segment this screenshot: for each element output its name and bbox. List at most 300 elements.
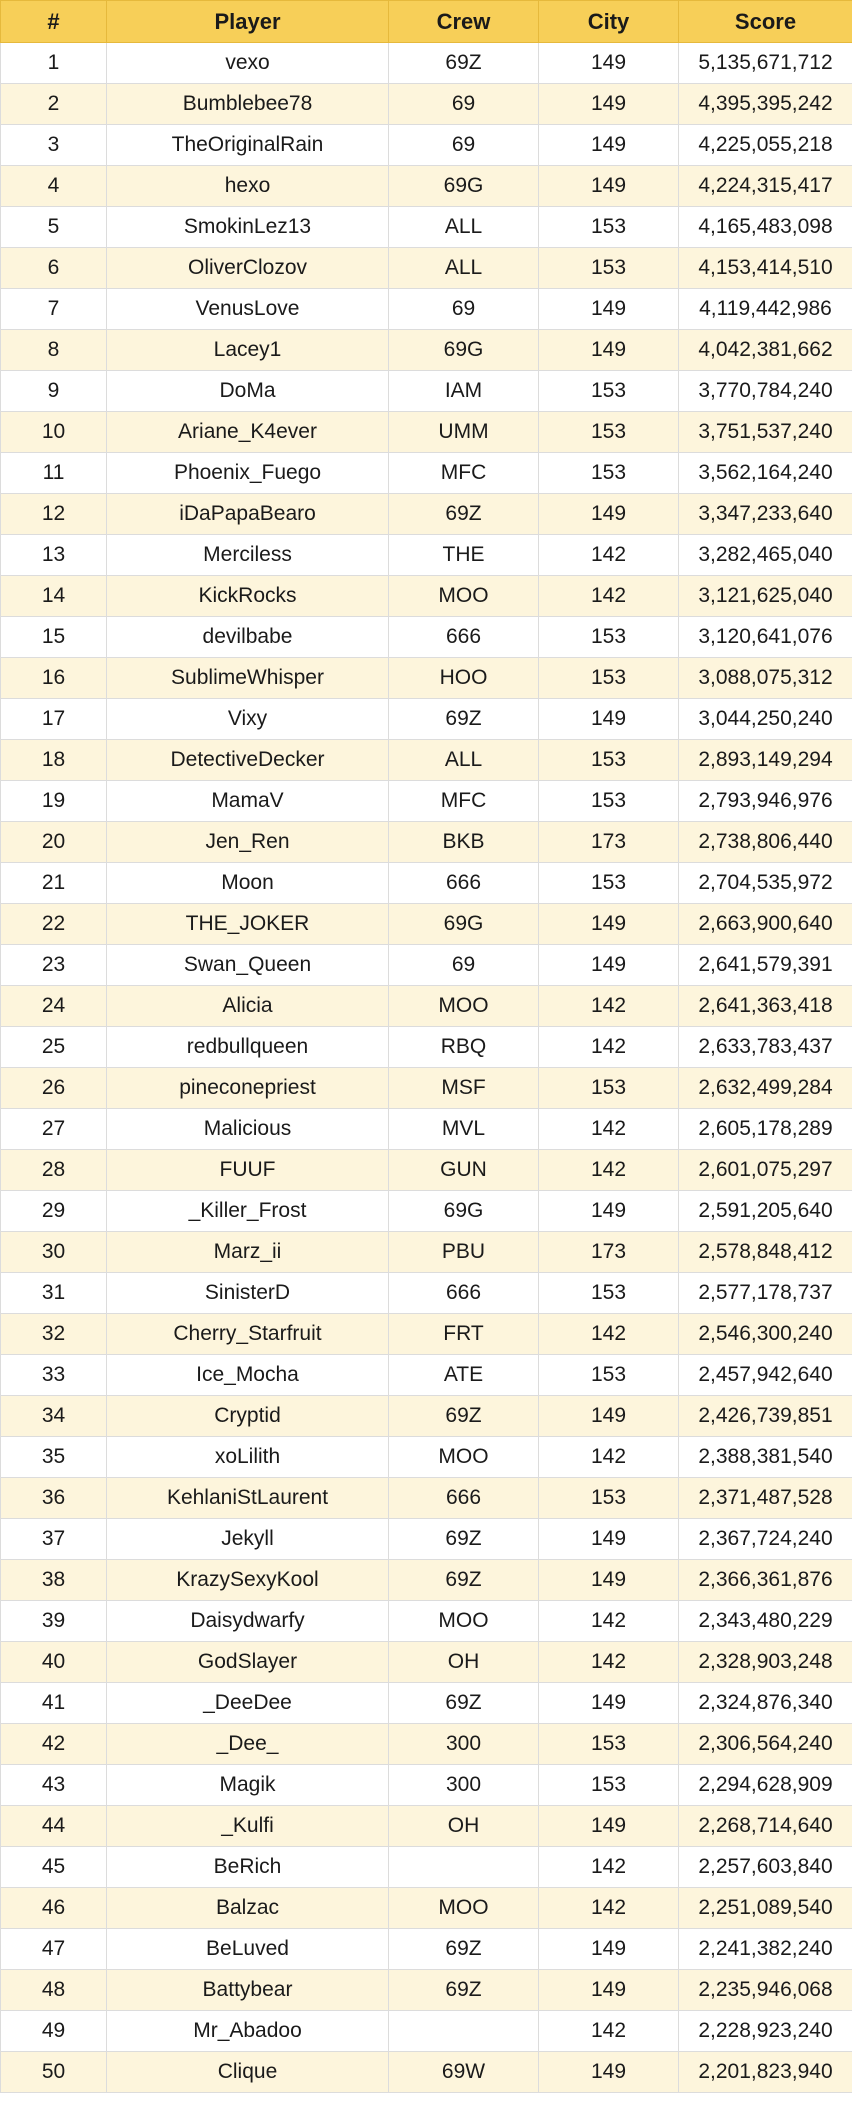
cell-player: TheOriginalRain bbox=[107, 125, 389, 166]
cell-city: 153 bbox=[539, 453, 679, 494]
cell-city: 153 bbox=[539, 248, 679, 289]
cell-player: xoLilith bbox=[107, 1437, 389, 1478]
cell-player: Cryptid bbox=[107, 1396, 389, 1437]
cell-player: Magik bbox=[107, 1765, 389, 1806]
table-row bbox=[1, 494, 852, 535]
cell-rank: 8 bbox=[1, 330, 107, 371]
cell-score: 2,591,205,640 bbox=[679, 1191, 852, 1232]
cell-crew: MOO bbox=[389, 1888, 539, 1929]
cell-crew: 666 bbox=[389, 863, 539, 904]
cell-rank: 48 bbox=[1, 1970, 107, 2011]
cell-crew: 69Z bbox=[389, 1970, 539, 2011]
table-row bbox=[1, 1806, 852, 1847]
cell-rank: 29 bbox=[1, 1191, 107, 1232]
cell-score: 3,347,233,640 bbox=[679, 494, 852, 535]
cell-crew: MVL bbox=[389, 1109, 539, 1150]
cell-city: 142 bbox=[539, 1150, 679, 1191]
cell-crew bbox=[389, 2011, 539, 2052]
cell-crew: 69Z bbox=[389, 1519, 539, 1560]
cell-score: 4,395,395,242 bbox=[679, 84, 852, 125]
cell-crew: 69 bbox=[389, 125, 539, 166]
cell-player: _Killer_Frost bbox=[107, 1191, 389, 1232]
table-row bbox=[1, 1027, 852, 1068]
cell-city: 173 bbox=[539, 822, 679, 863]
cell-player: GodSlayer bbox=[107, 1642, 389, 1683]
cell-score: 2,328,903,248 bbox=[679, 1642, 852, 1683]
cell-score: 2,268,714,640 bbox=[679, 1806, 852, 1847]
table-body bbox=[1, 43, 852, 2093]
cell-crew: IAM bbox=[389, 371, 539, 412]
cell-score: 3,770,784,240 bbox=[679, 371, 852, 412]
cell-player: DoMa bbox=[107, 371, 389, 412]
table-row bbox=[1, 1478, 852, 1519]
cell-rank: 5 bbox=[1, 207, 107, 248]
cell-crew: PBU bbox=[389, 1232, 539, 1273]
cell-crew: 69Z bbox=[389, 1396, 539, 1437]
cell-score: 2,371,487,528 bbox=[679, 1478, 852, 1519]
cell-player: _DeeDee bbox=[107, 1683, 389, 1724]
cell-crew: 69G bbox=[389, 1191, 539, 1232]
cell-player: Daisydwarfy bbox=[107, 1601, 389, 1642]
cell-city: 149 bbox=[539, 289, 679, 330]
cell-crew: 300 bbox=[389, 1724, 539, 1765]
cell-player: BeLuved bbox=[107, 1929, 389, 1970]
cell-rank: 21 bbox=[1, 863, 107, 904]
cell-city: 173 bbox=[539, 1232, 679, 1273]
table-row bbox=[1, 1724, 852, 1765]
cell-player: Swan_Queen bbox=[107, 945, 389, 986]
cell-crew: ALL bbox=[389, 740, 539, 781]
cell-crew: ALL bbox=[389, 207, 539, 248]
cell-rank: 31 bbox=[1, 1273, 107, 1314]
cell-player: FUUF bbox=[107, 1150, 389, 1191]
cell-score: 3,088,075,312 bbox=[679, 658, 852, 699]
table-row bbox=[1, 945, 852, 986]
cell-city: 149 bbox=[539, 1519, 679, 1560]
table-header bbox=[1, 1, 852, 43]
cell-rank: 6 bbox=[1, 248, 107, 289]
cell-player: Merciless bbox=[107, 535, 389, 576]
table-row bbox=[1, 43, 852, 84]
column-header-rank: # bbox=[1, 1, 107, 43]
cell-score: 2,704,535,972 bbox=[679, 863, 852, 904]
cell-city: 153 bbox=[539, 371, 679, 412]
column-header-crew: Crew bbox=[389, 1, 539, 43]
cell-crew: MFC bbox=[389, 781, 539, 822]
cell-score: 4,119,442,986 bbox=[679, 289, 852, 330]
table-row bbox=[1, 1765, 852, 1806]
cell-score: 4,225,055,218 bbox=[679, 125, 852, 166]
table-row bbox=[1, 371, 852, 412]
cell-city: 149 bbox=[539, 904, 679, 945]
cell-score: 2,388,381,540 bbox=[679, 1437, 852, 1478]
cell-rank: 34 bbox=[1, 1396, 107, 1437]
cell-rank: 38 bbox=[1, 1560, 107, 1601]
cell-score: 2,601,075,297 bbox=[679, 1150, 852, 1191]
table-row bbox=[1, 1355, 852, 1396]
header-row bbox=[1, 1, 852, 43]
cell-score: 2,738,806,440 bbox=[679, 822, 852, 863]
cell-crew: OH bbox=[389, 1642, 539, 1683]
column-header-player: Player bbox=[107, 1, 389, 43]
cell-rank: 26 bbox=[1, 1068, 107, 1109]
cell-rank: 20 bbox=[1, 822, 107, 863]
cell-rank: 33 bbox=[1, 1355, 107, 1396]
cell-city: 153 bbox=[539, 740, 679, 781]
cell-score: 2,605,178,289 bbox=[679, 1109, 852, 1150]
table-row bbox=[1, 1314, 852, 1355]
cell-crew: 69 bbox=[389, 945, 539, 986]
cell-score: 4,042,381,662 bbox=[679, 330, 852, 371]
cell-crew: 69G bbox=[389, 904, 539, 945]
cell-crew: MOO bbox=[389, 986, 539, 1027]
cell-score: 2,633,783,437 bbox=[679, 1027, 852, 1068]
cell-city: 153 bbox=[539, 781, 679, 822]
cell-crew: 69 bbox=[389, 84, 539, 125]
cell-rank: 16 bbox=[1, 658, 107, 699]
cell-crew: 69Z bbox=[389, 43, 539, 84]
cell-rank: 39 bbox=[1, 1601, 107, 1642]
cell-rank: 9 bbox=[1, 371, 107, 412]
cell-city: 153 bbox=[539, 1724, 679, 1765]
cell-score: 2,641,363,418 bbox=[679, 986, 852, 1027]
cell-score: 2,228,923,240 bbox=[679, 2011, 852, 2052]
table-row bbox=[1, 166, 852, 207]
cell-player: Balzac bbox=[107, 1888, 389, 1929]
cell-player: SublimeWhisper bbox=[107, 658, 389, 699]
cell-player: _Dee_ bbox=[107, 1724, 389, 1765]
cell-crew: FRT bbox=[389, 1314, 539, 1355]
cell-rank: 18 bbox=[1, 740, 107, 781]
cell-crew: GUN bbox=[389, 1150, 539, 1191]
cell-rank: 2 bbox=[1, 84, 107, 125]
cell-crew: 69G bbox=[389, 330, 539, 371]
table-row bbox=[1, 2011, 852, 2052]
cell-score: 3,120,641,076 bbox=[679, 617, 852, 658]
cell-rank: 44 bbox=[1, 1806, 107, 1847]
cell-rank: 36 bbox=[1, 1478, 107, 1519]
cell-player: KrazySexyKool bbox=[107, 1560, 389, 1601]
cell-player: VenusLove bbox=[107, 289, 389, 330]
cell-city: 149 bbox=[539, 699, 679, 740]
table-row bbox=[1, 248, 852, 289]
cell-rank: 47 bbox=[1, 1929, 107, 1970]
table-row bbox=[1, 1068, 852, 1109]
cell-city: 149 bbox=[539, 2052, 679, 2093]
table-row bbox=[1, 1929, 852, 1970]
cell-rank: 14 bbox=[1, 576, 107, 617]
cell-rank: 43 bbox=[1, 1765, 107, 1806]
cell-city: 142 bbox=[539, 535, 679, 576]
cell-score: 5,135,671,712 bbox=[679, 43, 852, 84]
cell-score: 2,294,628,909 bbox=[679, 1765, 852, 1806]
cell-player: DetectiveDecker bbox=[107, 740, 389, 781]
cell-score: 2,257,603,840 bbox=[679, 1847, 852, 1888]
cell-rank: 3 bbox=[1, 125, 107, 166]
cell-city: 153 bbox=[539, 863, 679, 904]
cell-crew: ATE bbox=[389, 1355, 539, 1396]
cell-crew: MSF bbox=[389, 1068, 539, 1109]
cell-crew: MFC bbox=[389, 453, 539, 494]
cell-player: Ice_Mocha bbox=[107, 1355, 389, 1396]
cell-rank: 37 bbox=[1, 1519, 107, 1560]
cell-player: Jekyll bbox=[107, 1519, 389, 1560]
cell-city: 149 bbox=[539, 166, 679, 207]
cell-score: 2,641,579,391 bbox=[679, 945, 852, 986]
column-header-city: City bbox=[539, 1, 679, 43]
cell-crew: 69Z bbox=[389, 494, 539, 535]
cell-city: 149 bbox=[539, 1683, 679, 1724]
table-row bbox=[1, 125, 852, 166]
table-row bbox=[1, 1150, 852, 1191]
cell-score: 2,577,178,737 bbox=[679, 1273, 852, 1314]
cell-city: 149 bbox=[539, 1806, 679, 1847]
cell-score: 3,121,625,040 bbox=[679, 576, 852, 617]
cell-city: 142 bbox=[539, 1437, 679, 1478]
table-row bbox=[1, 576, 852, 617]
table-row bbox=[1, 453, 852, 494]
cell-player: devilbabe bbox=[107, 617, 389, 658]
cell-rank: 49 bbox=[1, 2011, 107, 2052]
cell-city: 149 bbox=[539, 1396, 679, 1437]
cell-score: 2,251,089,540 bbox=[679, 1888, 852, 1929]
cell-city: 153 bbox=[539, 658, 679, 699]
cell-city: 153 bbox=[539, 1068, 679, 1109]
cell-crew: 666 bbox=[389, 617, 539, 658]
cell-city: 153 bbox=[539, 617, 679, 658]
cell-city: 149 bbox=[539, 84, 679, 125]
table-row bbox=[1, 1847, 852, 1888]
cell-score: 2,632,499,284 bbox=[679, 1068, 852, 1109]
cell-rank: 40 bbox=[1, 1642, 107, 1683]
cell-player: Cherry_Starfruit bbox=[107, 1314, 389, 1355]
table-row bbox=[1, 617, 852, 658]
cell-city: 149 bbox=[539, 1191, 679, 1232]
cell-rank: 42 bbox=[1, 1724, 107, 1765]
cell-player: Vixy bbox=[107, 699, 389, 740]
cell-rank: 17 bbox=[1, 699, 107, 740]
cell-crew: THE bbox=[389, 535, 539, 576]
cell-city: 149 bbox=[539, 494, 679, 535]
cell-city: 142 bbox=[539, 1847, 679, 1888]
cell-city: 153 bbox=[539, 1765, 679, 1806]
table-row bbox=[1, 535, 852, 576]
table-row bbox=[1, 699, 852, 740]
cell-crew: MOO bbox=[389, 1437, 539, 1478]
table-row bbox=[1, 986, 852, 1027]
cell-rank: 27 bbox=[1, 1109, 107, 1150]
table-row bbox=[1, 740, 852, 781]
table-row bbox=[1, 1519, 852, 1560]
cell-player: Jen_Ren bbox=[107, 822, 389, 863]
cell-player: MamaV bbox=[107, 781, 389, 822]
cell-rank: 1 bbox=[1, 43, 107, 84]
cell-crew: 666 bbox=[389, 1273, 539, 1314]
cell-rank: 32 bbox=[1, 1314, 107, 1355]
cell-score: 2,241,382,240 bbox=[679, 1929, 852, 1970]
cell-city: 153 bbox=[539, 1273, 679, 1314]
table-row bbox=[1, 658, 852, 699]
table-row bbox=[1, 207, 852, 248]
cell-score: 2,893,149,294 bbox=[679, 740, 852, 781]
cell-player: Clique bbox=[107, 2052, 389, 2093]
cell-player: iDaPapaBearo bbox=[107, 494, 389, 535]
cell-rank: 19 bbox=[1, 781, 107, 822]
cell-rank: 7 bbox=[1, 289, 107, 330]
table-row bbox=[1, 2052, 852, 2093]
cell-crew: UMM bbox=[389, 412, 539, 453]
table-row bbox=[1, 1396, 852, 1437]
cell-score: 3,282,465,040 bbox=[679, 535, 852, 576]
cell-player: SmokinLez13 bbox=[107, 207, 389, 248]
cell-player: Battybear bbox=[107, 1970, 389, 2011]
cell-crew bbox=[389, 1847, 539, 1888]
table-row bbox=[1, 1560, 852, 1601]
cell-rank: 25 bbox=[1, 1027, 107, 1068]
table-row bbox=[1, 1191, 852, 1232]
cell-score: 2,578,848,412 bbox=[679, 1232, 852, 1273]
table-row bbox=[1, 1273, 852, 1314]
cell-city: 142 bbox=[539, 1109, 679, 1150]
cell-rank: 41 bbox=[1, 1683, 107, 1724]
cell-crew: 69Z bbox=[389, 1683, 539, 1724]
table-row bbox=[1, 781, 852, 822]
table-row bbox=[1, 1642, 852, 1683]
table-row bbox=[1, 1601, 852, 1642]
cell-city: 149 bbox=[539, 43, 679, 84]
table-row bbox=[1, 1437, 852, 1478]
cell-player: Phoenix_Fuego bbox=[107, 453, 389, 494]
cell-crew: 69Z bbox=[389, 699, 539, 740]
cell-score: 2,366,361,876 bbox=[679, 1560, 852, 1601]
cell-player: Ariane_K4ever bbox=[107, 412, 389, 453]
cell-crew: 300 bbox=[389, 1765, 539, 1806]
table-row bbox=[1, 330, 852, 371]
cell-rank: 10 bbox=[1, 412, 107, 453]
table-row bbox=[1, 863, 852, 904]
cell-crew: 69W bbox=[389, 2052, 539, 2093]
cell-city: 142 bbox=[539, 1642, 679, 1683]
cell-player: Malicious bbox=[107, 1109, 389, 1150]
cell-city: 149 bbox=[539, 330, 679, 371]
cell-crew: BKB bbox=[389, 822, 539, 863]
cell-player: KehlaniStLaurent bbox=[107, 1478, 389, 1519]
cell-rank: 4 bbox=[1, 166, 107, 207]
table-row bbox=[1, 904, 852, 945]
cell-score: 4,153,414,510 bbox=[679, 248, 852, 289]
cell-score: 2,235,946,068 bbox=[679, 1970, 852, 2011]
cell-player: pineconepriest bbox=[107, 1068, 389, 1109]
cell-city: 142 bbox=[539, 2011, 679, 2052]
cell-score: 2,201,823,940 bbox=[679, 2052, 852, 2093]
cell-rank: 13 bbox=[1, 535, 107, 576]
cell-player: Moon bbox=[107, 863, 389, 904]
cell-crew: 666 bbox=[389, 1478, 539, 1519]
cell-city: 142 bbox=[539, 576, 679, 617]
cell-rank: 11 bbox=[1, 453, 107, 494]
cell-player: OliverClozov bbox=[107, 248, 389, 289]
cell-city: 153 bbox=[539, 1478, 679, 1519]
cell-player: SinisterD bbox=[107, 1273, 389, 1314]
cell-score: 2,457,942,640 bbox=[679, 1355, 852, 1396]
cell-player: KickRocks bbox=[107, 576, 389, 617]
cell-score: 3,562,164,240 bbox=[679, 453, 852, 494]
cell-score: 3,751,537,240 bbox=[679, 412, 852, 453]
cell-player: redbullqueen bbox=[107, 1027, 389, 1068]
cell-player: Alicia bbox=[107, 986, 389, 1027]
cell-rank: 30 bbox=[1, 1232, 107, 1273]
cell-city: 142 bbox=[539, 986, 679, 1027]
cell-score: 2,343,480,229 bbox=[679, 1601, 852, 1642]
cell-rank: 46 bbox=[1, 1888, 107, 1929]
cell-player: Lacey1 bbox=[107, 330, 389, 371]
cell-score: 2,306,564,240 bbox=[679, 1724, 852, 1765]
cell-player: Marz_ii bbox=[107, 1232, 389, 1273]
cell-city: 142 bbox=[539, 1027, 679, 1068]
cell-crew: 69Z bbox=[389, 1560, 539, 1601]
cell-crew: HOO bbox=[389, 658, 539, 699]
cell-score: 3,044,250,240 bbox=[679, 699, 852, 740]
table-row bbox=[1, 1683, 852, 1724]
cell-rank: 15 bbox=[1, 617, 107, 658]
cell-city: 149 bbox=[539, 1560, 679, 1601]
cell-crew: MOO bbox=[389, 576, 539, 617]
cell-crew: 69Z bbox=[389, 1929, 539, 1970]
table-row bbox=[1, 289, 852, 330]
table-row bbox=[1, 822, 852, 863]
cell-crew: OH bbox=[389, 1806, 539, 1847]
cell-crew: 69 bbox=[389, 289, 539, 330]
cell-city: 149 bbox=[539, 125, 679, 166]
cell-rank: 28 bbox=[1, 1150, 107, 1191]
table-row bbox=[1, 1109, 852, 1150]
cell-city: 142 bbox=[539, 1888, 679, 1929]
cell-score: 2,546,300,240 bbox=[679, 1314, 852, 1355]
cell-player: _Kulfi bbox=[107, 1806, 389, 1847]
cell-rank: 35 bbox=[1, 1437, 107, 1478]
cell-rank: 23 bbox=[1, 945, 107, 986]
cell-score: 2,324,876,340 bbox=[679, 1683, 852, 1724]
cell-player: hexo bbox=[107, 166, 389, 207]
cell-city: 142 bbox=[539, 1314, 679, 1355]
table-row bbox=[1, 84, 852, 125]
cell-player: BeRich bbox=[107, 1847, 389, 1888]
cell-city: 153 bbox=[539, 412, 679, 453]
cell-score: 4,165,483,098 bbox=[679, 207, 852, 248]
cell-player: Mr_Abadoo bbox=[107, 2011, 389, 2052]
cell-crew: 69G bbox=[389, 166, 539, 207]
table-row bbox=[1, 1232, 852, 1273]
cell-rank: 50 bbox=[1, 2052, 107, 2093]
cell-city: 149 bbox=[539, 1970, 679, 2011]
cell-city: 149 bbox=[539, 1929, 679, 1970]
cell-rank: 24 bbox=[1, 986, 107, 1027]
cell-score: 2,426,739,851 bbox=[679, 1396, 852, 1437]
cell-player: vexo bbox=[107, 43, 389, 84]
cell-city: 149 bbox=[539, 945, 679, 986]
cell-crew: ALL bbox=[389, 248, 539, 289]
cell-rank: 22 bbox=[1, 904, 107, 945]
cell-score: 2,367,724,240 bbox=[679, 1519, 852, 1560]
cell-city: 153 bbox=[539, 1355, 679, 1396]
cell-player: THE_JOKER bbox=[107, 904, 389, 945]
cell-rank: 12 bbox=[1, 494, 107, 535]
cell-crew: MOO bbox=[389, 1601, 539, 1642]
cell-score: 2,663,900,640 bbox=[679, 904, 852, 945]
cell-score: 4,224,315,417 bbox=[679, 166, 852, 207]
cell-crew: RBQ bbox=[389, 1027, 539, 1068]
table-row bbox=[1, 412, 852, 453]
